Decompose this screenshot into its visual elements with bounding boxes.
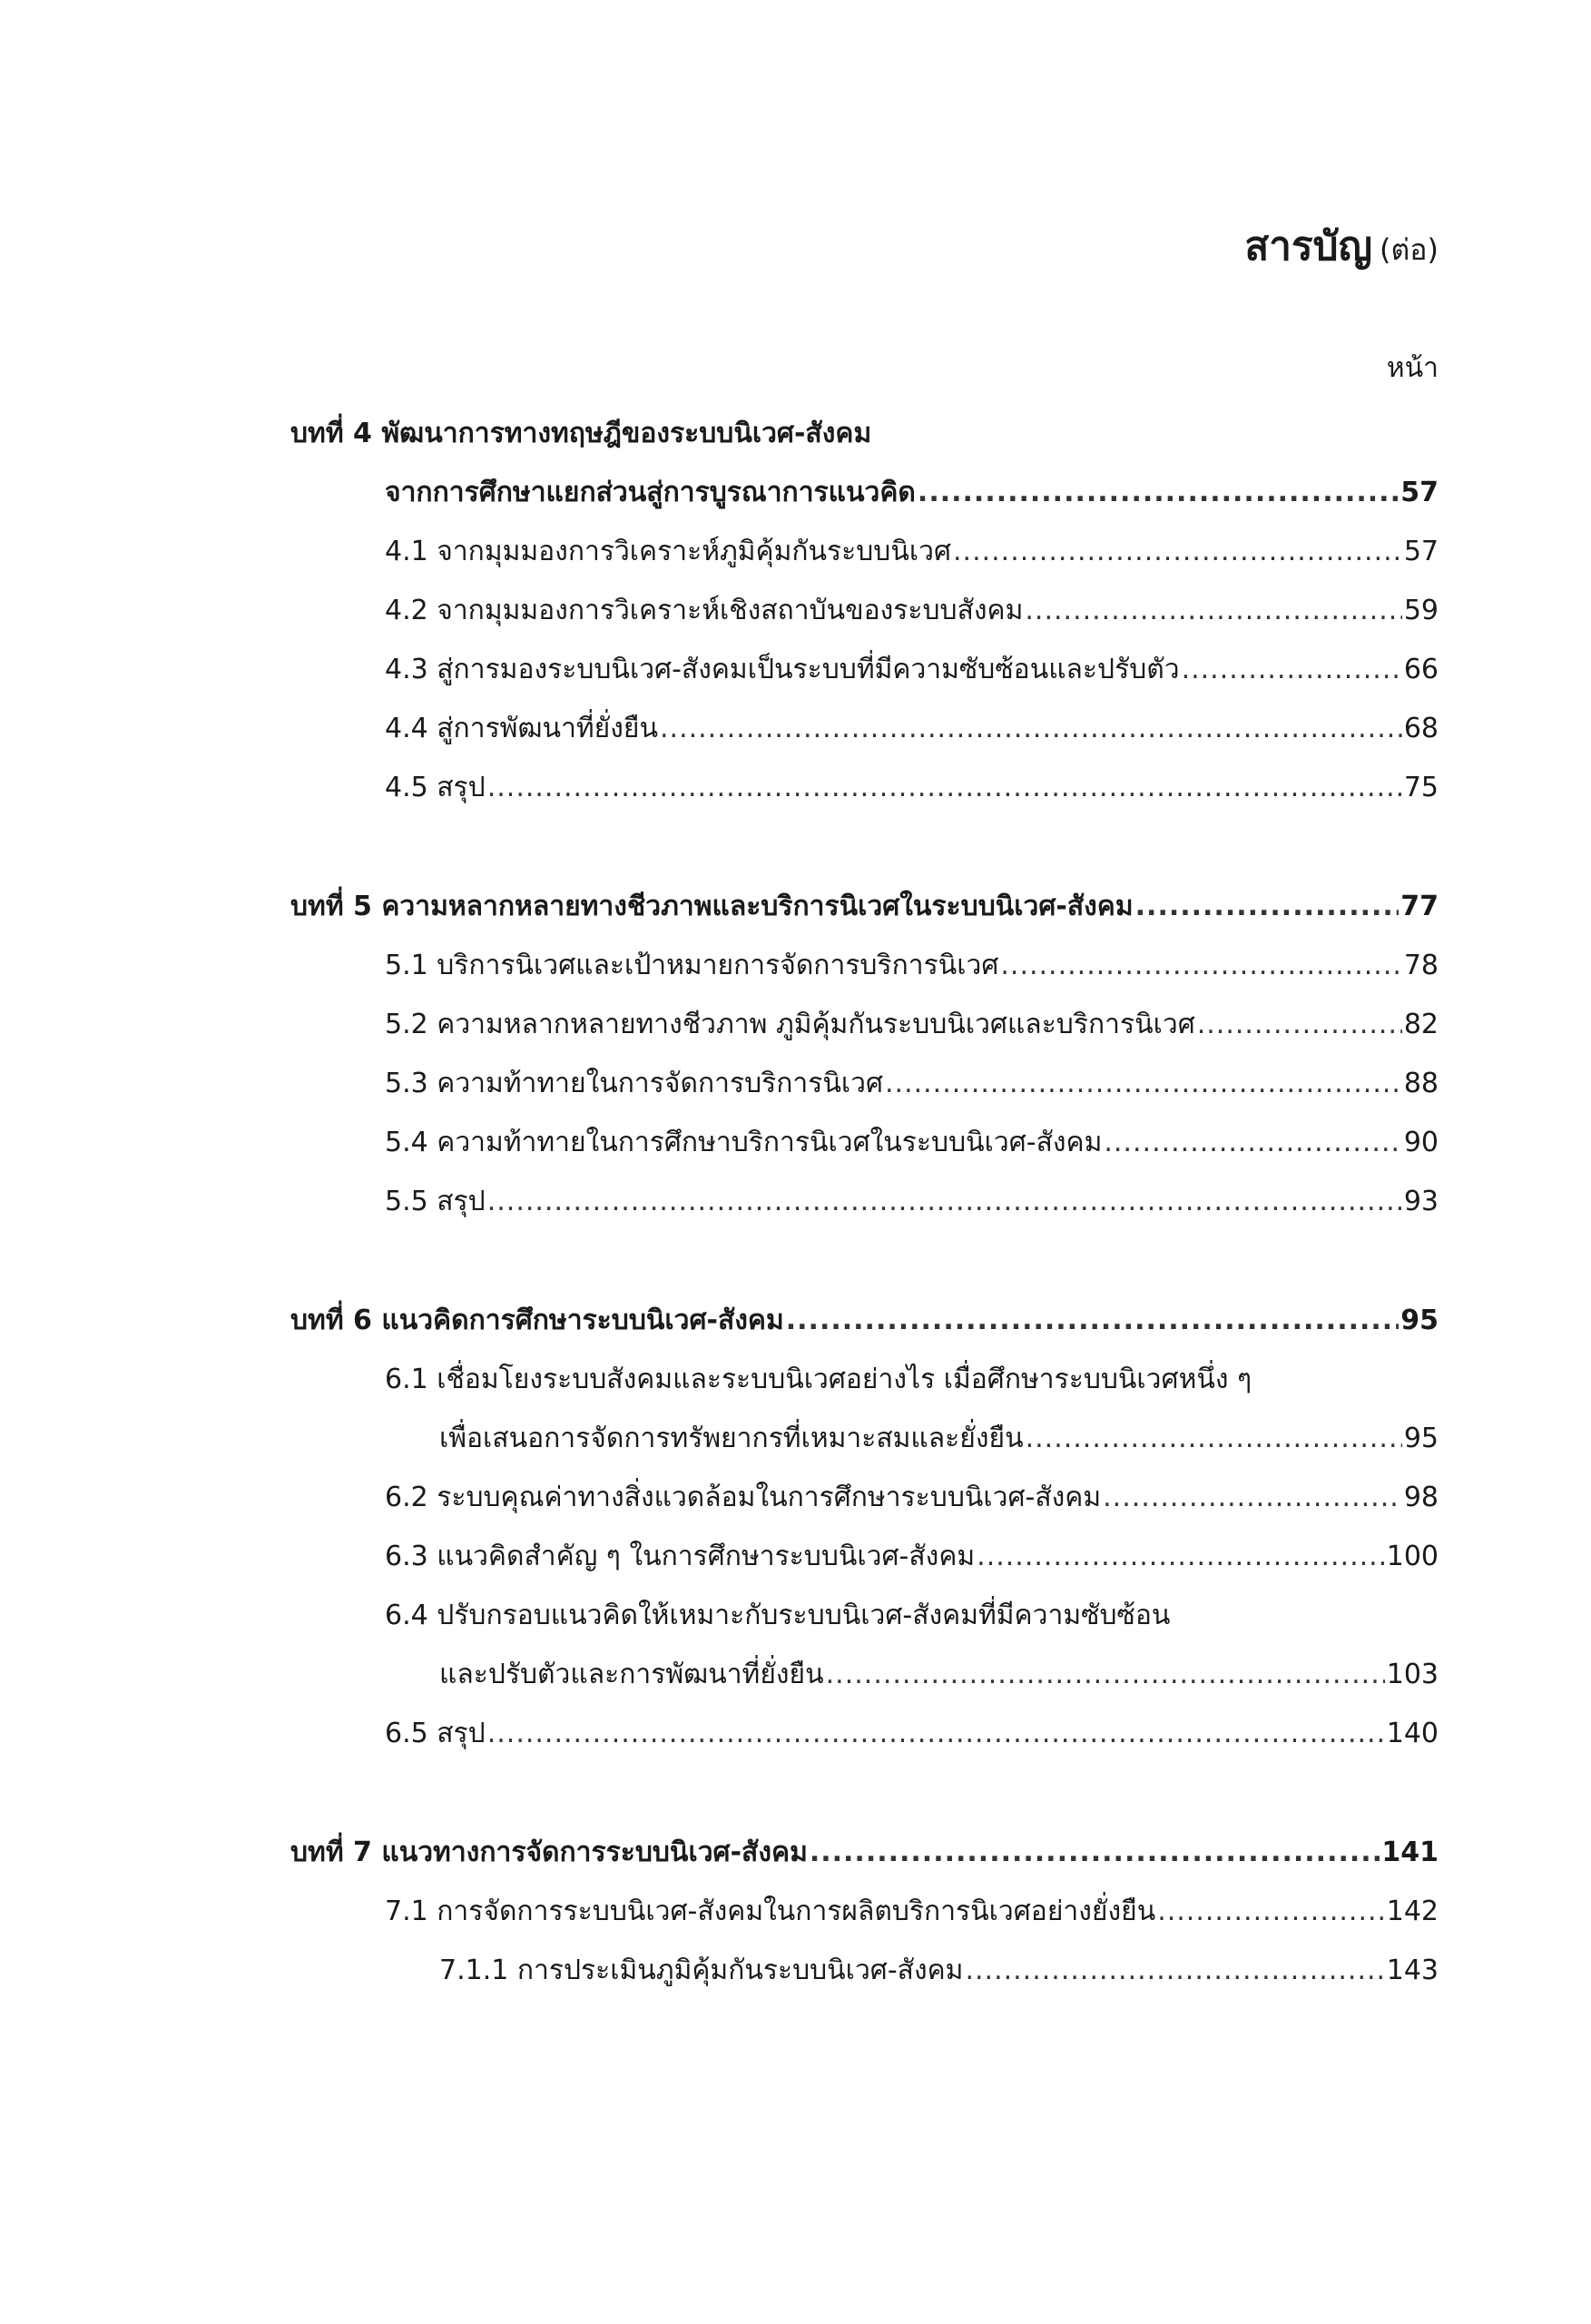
- dot-leader: [786, 1291, 1399, 1350]
- chapter-title: บทที่ 5 ความหลากหลายทางชีวภาพและบริการนิเวศในระบบนิเวศ-สังคม: [290, 891, 1134, 922]
- dot-leader: [1026, 1409, 1402, 1468]
- section-title: 4.1 จากมุมมองการวิเคราะห์ภูมิคุ้มกันระบบนิเวศ: [385, 536, 951, 567]
- page-number: 57: [1403, 536, 1439, 567]
- dot-leader: [810, 1823, 1380, 1882]
- page-number: 100: [1386, 1541, 1439, 1572]
- dot-leader: [885, 1054, 1402, 1113]
- chapter-4-heading-cont[interactable]: [290, 463, 1439, 522]
- section-title: 5.3 ความท้าทายในการจัดการบริการนิเวศ: [385, 1068, 883, 1099]
- toc-entry-5-3[interactable]: [290, 1054, 1439, 1113]
- toc-entry-6-1[interactable]: [290, 1350, 1439, 1409]
- section-title: 4.5 สรุป: [385, 772, 486, 803]
- page-number: 90: [1403, 1127, 1439, 1158]
- section-title: 6.3 แนวคิดสำคัญ ๆ ในการศึกษาระบบนิเวศ-สังคม: [385, 1541, 976, 1572]
- page-number: 59: [1403, 595, 1439, 626]
- dot-leader: [1000, 936, 1401, 995]
- dot-leader: [1025, 581, 1401, 640]
- toc-entry-4-4[interactable]: [290, 699, 1439, 758]
- chapter-title: บทที่ 7 แนวทางการจัดการระบบนิเวศ-สังคม: [290, 1837, 808, 1868]
- section-title: 4.3 สู่การมองระบบนิเวศ-สังคมเป็นระบบที่มีความซับซ้อนและปรับตัว: [385, 654, 1180, 685]
- page-number: 95: [1400, 1305, 1439, 1336]
- dot-leader: [1103, 1468, 1402, 1527]
- section-title: 4.2 จากมุมมองการวิเคราะห์เชิงสถาบันของระบบสังคม: [385, 595, 1024, 626]
- page-column-label: หน้า: [1386, 352, 1439, 384]
- page-number: 143: [1386, 1955, 1439, 1986]
- page-number: 75: [1403, 772, 1439, 803]
- chapter-6-heading[interactable]: [290, 1291, 1439, 1350]
- page-title: สารบัญ: [1244, 223, 1373, 270]
- chapter-4-heading[interactable]: [290, 404, 1439, 463]
- toc-entry-6-1-cont[interactable]: [290, 1409, 1439, 1468]
- toc-list: [290, 404, 1439, 2000]
- dot-leader: [1135, 877, 1399, 936]
- toc-entry-5-5[interactable]: [290, 1172, 1439, 1231]
- page-number: 140: [1386, 1718, 1439, 1749]
- section-title: 6.5 สรุป: [385, 1718, 486, 1749]
- section-title: 5.4 ความท้าทายในการศึกษาบริการนิเวศในระบบนิเวศ-สังคม: [385, 1127, 1103, 1158]
- toc-heading: [1244, 214, 1439, 278]
- section-title: 5.2 ความหลากหลายทางชีวภาพ ภูมิคุ้มกันระบบนิเวศและบริการนิเวศ: [385, 1009, 1195, 1040]
- section-title-cont: เพื่อเสนอการจัดการทรัพยากรที่เหมาะสมและยั่งยืน: [439, 1423, 1024, 1454]
- toc-entry-6-4[interactable]: [290, 1586, 1439, 1645]
- page-number: 68: [1403, 713, 1439, 744]
- page-number: 82: [1403, 1009, 1439, 1040]
- dot-leader: [1157, 1882, 1385, 1941]
- chapter-spacer: [290, 1763, 1439, 1823]
- toc-entry-4-1[interactable]: [290, 522, 1439, 581]
- chapter-spacer: [290, 1231, 1439, 1291]
- chapter-title: บทที่ 4 พัฒนาการทางทฤษฎีของระบบนิเวศ-สังคม: [290, 418, 872, 449]
- dot-leader: [487, 1704, 1385, 1763]
- page-number: 78: [1403, 950, 1439, 981]
- page-title-suffix: (ต่อ): [1380, 232, 1439, 267]
- section-title: 4.4 สู่การพัฒนาที่ยั่งยืน: [385, 713, 658, 744]
- page-number: 142: [1386, 1896, 1439, 1927]
- toc-entry-4-2[interactable]: [290, 581, 1439, 640]
- dot-leader: [1182, 640, 1402, 699]
- toc-entry-5-4[interactable]: [290, 1113, 1439, 1172]
- section-title: 6.1 เชื่อมโยงระบบสังคมและระบบนิเวศอย่างไร เมื่อศึกษาระบบนิเวศหนึ่ง ๆ: [385, 1364, 1252, 1395]
- page-number: 93: [1403, 1186, 1439, 1217]
- page-number: 88: [1403, 1068, 1439, 1099]
- section-title: 5.1 บริการนิเวศและเป้าหมายการจัดการบริการนิเวศ: [385, 950, 999, 981]
- toc-entry-4-5[interactable]: [290, 758, 1439, 817]
- chapter-7-heading[interactable]: [290, 1823, 1439, 1882]
- dot-leader: [953, 522, 1402, 581]
- chapter-title-cont: จากการศึกษาแยกส่วนสู่การบูรณาการแนวคิด: [385, 477, 916, 508]
- page-number: 66: [1403, 654, 1439, 685]
- toc-entry-5-2[interactable]: [290, 995, 1439, 1054]
- section-title: 6.4 ปรับกรอบแนวคิดให้เหมาะกับระบบนิเวศ-สังคมที่มีความซับซ้อน: [385, 1600, 1171, 1631]
- toc-entry-6-2[interactable]: [290, 1468, 1439, 1527]
- section-title: 7.1 การจัดการระบบนิเวศ-สังคมในการผลิตบริการนิเวศอย่างยั่งยืน: [385, 1896, 1156, 1927]
- dot-leader: [1104, 1113, 1401, 1172]
- section-title: 5.5 สรุป: [385, 1186, 486, 1217]
- dot-leader: [918, 463, 1399, 522]
- dot-leader: [965, 1941, 1384, 2000]
- page-number: 98: [1403, 1482, 1439, 1513]
- page-number: 103: [1386, 1659, 1439, 1690]
- toc-entry-4-3[interactable]: [290, 640, 1439, 699]
- toc-entry-5-1[interactable]: [290, 936, 1439, 995]
- page-number: 57: [1400, 477, 1439, 508]
- page-number: 77: [1400, 891, 1439, 922]
- dot-leader: [487, 758, 1402, 817]
- dot-leader: [660, 699, 1402, 758]
- page-number: 95: [1403, 1423, 1439, 1454]
- toc-entry-7-1-1[interactable]: [290, 1941, 1439, 2000]
- dot-leader: [487, 1172, 1402, 1231]
- section-title: 7.1.1 การประเมินภูมิคุ้มกันระบบนิเวศ-สังคม: [439, 1955, 964, 1986]
- dot-leader: [1197, 995, 1402, 1054]
- dot-leader: [977, 1527, 1385, 1586]
- toc-entry-6-3[interactable]: [290, 1527, 1439, 1586]
- toc-entry-6-4-cont[interactable]: [290, 1645, 1439, 1704]
- chapter-title: บทที่ 6 แนวคิดการศึกษาระบบนิเวศ-สังคม: [290, 1305, 784, 1336]
- chapter-5-heading[interactable]: [290, 877, 1439, 936]
- page-number: 141: [1381, 1837, 1439, 1868]
- toc-entry-6-5[interactable]: [290, 1704, 1439, 1763]
- toc-entry-7-1[interactable]: [290, 1882, 1439, 1941]
- chapter-spacer: [290, 817, 1439, 877]
- dot-leader: [826, 1645, 1385, 1704]
- section-title: 6.2 ระบบคุณค่าทางสิ่งแวดล้อมในการศึกษาระบบนิเวศ-สังคม: [385, 1482, 1102, 1513]
- section-title-cont: และปรับตัวและการพัฒนาที่ยั่งยืน: [439, 1659, 824, 1690]
